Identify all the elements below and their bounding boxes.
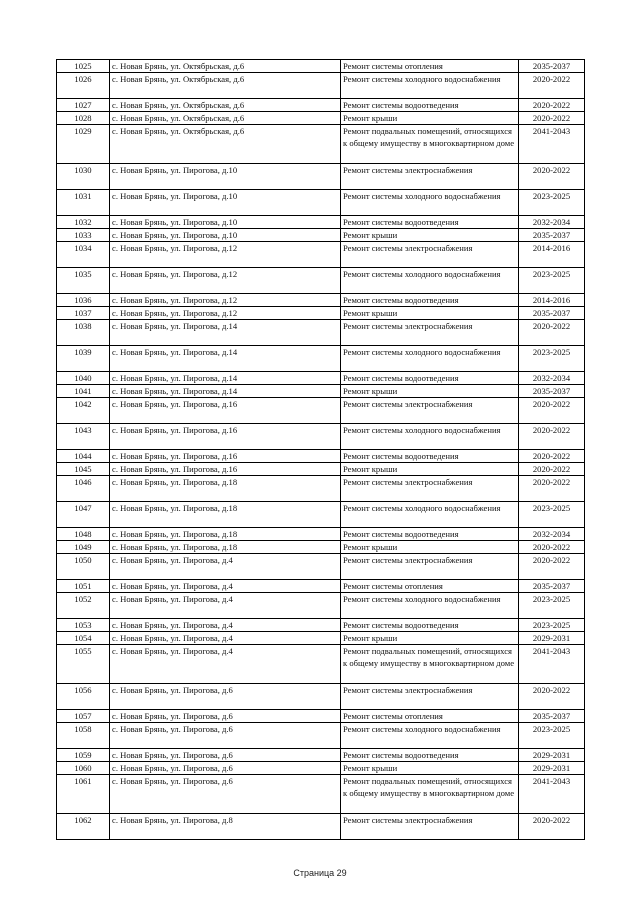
row-number-cell: 1033	[57, 229, 110, 242]
address-cell: с. Новая Брянь, ул. Пирогова, д.6	[110, 710, 341, 723]
row-number-cell: 1034	[57, 242, 110, 268]
period-cell: 2035-2037	[519, 307, 585, 320]
row-number-cell: 1031	[57, 190, 110, 216]
table-row	[57, 125, 585, 164]
address-cell: с. Новая Брянь, ул. Пирогова, д.12	[110, 242, 341, 268]
address-cell: с. Новая Брянь, ул. Пирогова, д.10	[110, 229, 341, 242]
table-row	[57, 528, 585, 541]
table-row	[57, 424, 585, 450]
work-type-cell: Ремонт системы электроснабжения	[341, 242, 519, 268]
address-cell: с. Новая Брянь, ул. Пирогова, д.18	[110, 502, 341, 528]
period-cell: 2032-2034	[519, 216, 585, 229]
row-number-cell: 1056	[57, 684, 110, 710]
table-row	[57, 398, 585, 424]
address-cell: с. Новая Брянь, ул. Пирогова, д.18	[110, 476, 341, 502]
work-type-cell: Ремонт системы водоотведения	[341, 528, 519, 541]
address-cell: с. Новая Брянь, ул. Пирогова, д.18	[110, 528, 341, 541]
address-cell: с. Новая Брянь, ул. Пирогова, д.4	[110, 593, 341, 619]
period-cell: 2020-2022	[519, 684, 585, 710]
period-cell: 2023-2025	[519, 723, 585, 749]
row-number-cell: 1052	[57, 593, 110, 619]
address-cell: с. Новая Брянь, ул. Пирогова, д.4	[110, 619, 341, 632]
work-type-cell: Ремонт системы водоотведения	[341, 99, 519, 112]
address-cell: с. Новая Брянь, ул. Пирогова, д.6	[110, 684, 341, 710]
address-cell: с. Новая Брянь, ул. Пирогова, д.12	[110, 307, 341, 320]
address-cell: с. Новая Брянь, ул. Пирогова, д.12	[110, 268, 341, 294]
address-cell: с. Новая Брянь, ул. Пирогова, д.6	[110, 749, 341, 762]
address-cell: с. Новая Брянь, ул. Пирогова, д.8	[110, 814, 341, 840]
row-number-cell: 1046	[57, 476, 110, 502]
table-row	[57, 632, 585, 645]
address-cell: с. Новая Брянь, ул. Пирогова, д.16	[110, 463, 341, 476]
address-cell: с. Новая Брянь, ул. Октябрьская, д.6	[110, 99, 341, 112]
row-number-cell: 1059	[57, 749, 110, 762]
period-cell: 2041-2043	[519, 645, 585, 684]
table-row	[57, 216, 585, 229]
address-cell: с. Новая Брянь, ул. Пирогова, д.18	[110, 541, 341, 554]
row-number-cell: 1058	[57, 723, 110, 749]
table-row	[57, 749, 585, 762]
period-cell: 2032-2034	[519, 372, 585, 385]
address-cell: с. Новая Брянь, ул. Пирогова, д.10	[110, 164, 341, 190]
work-type-cell: Ремонт подвальных помещений, относящихся к общему имуществу в многоквартирном доме	[341, 125, 519, 164]
address-cell: с. Новая Брянь, ул. Пирогова, д.4	[110, 632, 341, 645]
period-cell: 2020-2022	[519, 73, 585, 99]
row-number-cell: 1039	[57, 346, 110, 372]
period-cell: 2020-2022	[519, 320, 585, 346]
table-row	[57, 580, 585, 593]
row-number-cell: 1036	[57, 294, 110, 307]
row-number-cell: 1032	[57, 216, 110, 229]
table-row	[57, 645, 585, 684]
work-type-cell: Ремонт системы электроснабжения	[341, 398, 519, 424]
work-type-cell: Ремонт крыши	[341, 632, 519, 645]
work-type-cell: Ремонт системы водоотведения	[341, 619, 519, 632]
table-row	[57, 593, 585, 619]
table-row	[57, 762, 585, 775]
address-cell: с. Новая Брянь, ул. Пирогова, д.14	[110, 320, 341, 346]
address-cell: с. Новая Брянь, ул. Пирогова, д.6	[110, 723, 341, 749]
work-type-cell: Ремонт крыши	[341, 229, 519, 242]
table-row	[57, 463, 585, 476]
period-cell: 2020-2022	[519, 164, 585, 190]
period-cell: 2023-2025	[519, 502, 585, 528]
table-row	[57, 554, 585, 580]
work-type-cell: Ремонт системы водоотведения	[341, 216, 519, 229]
table-row	[57, 476, 585, 502]
work-type-cell: Ремонт системы холодного водоснабжения	[341, 346, 519, 372]
period-cell: 2023-2025	[519, 346, 585, 372]
work-type-cell: Ремонт крыши	[341, 307, 519, 320]
table-row	[57, 60, 585, 73]
work-type-cell: Ремонт системы отопления	[341, 710, 519, 723]
row-number-cell: 1043	[57, 424, 110, 450]
row-number-cell: 1030	[57, 164, 110, 190]
row-number-cell: 1041	[57, 385, 110, 398]
period-cell: 2029-2031	[519, 762, 585, 775]
table-row	[57, 190, 585, 216]
period-cell: 2023-2025	[519, 190, 585, 216]
address-cell: с. Новая Брянь, ул. Пирогова, д.10	[110, 216, 341, 229]
address-cell: с. Новая Брянь, ул. Пирогова, д.16	[110, 398, 341, 424]
period-cell: 2020-2022	[519, 541, 585, 554]
work-type-cell: Ремонт подвальных помещений, относящихся к общему имуществу в многоквартирном доме	[341, 645, 519, 684]
work-type-cell: Ремонт системы электроснабжения	[341, 476, 519, 502]
page-number: Страница 29	[293, 868, 347, 878]
period-cell: 2020-2022	[519, 814, 585, 840]
table-row	[57, 294, 585, 307]
address-cell: с. Новая Брянь, ул. Пирогова, д.6	[110, 775, 341, 814]
work-type-cell: Ремонт системы электроснабжения	[341, 164, 519, 190]
work-type-cell: Ремонт системы водоотведения	[341, 372, 519, 385]
period-cell: 2041-2043	[519, 775, 585, 814]
period-cell: 2035-2037	[519, 580, 585, 593]
work-type-cell: Ремонт системы холодного водоснабжения	[341, 424, 519, 450]
work-type-cell: Ремонт системы электроснабжения	[341, 554, 519, 580]
address-cell: с. Новая Брянь, ул. Пирогова, д.12	[110, 294, 341, 307]
table-row	[57, 814, 585, 840]
address-cell: с. Новая Брянь, ул. Пирогова, д.6	[110, 762, 341, 775]
work-type-cell: Ремонт системы электроснабжения	[341, 320, 519, 346]
table-row	[57, 346, 585, 372]
table-row	[57, 307, 585, 320]
table-row	[57, 684, 585, 710]
row-number-cell: 1038	[57, 320, 110, 346]
row-number-cell: 1057	[57, 710, 110, 723]
work-type-cell: Ремонт системы отопления	[341, 60, 519, 73]
period-cell: 2041-2043	[519, 125, 585, 164]
table-row	[57, 268, 585, 294]
period-cell: 2035-2037	[519, 229, 585, 242]
table-row	[57, 229, 585, 242]
period-cell: 2023-2025	[519, 593, 585, 619]
row-number-cell: 1051	[57, 580, 110, 593]
address-cell: с. Новая Брянь, ул. Октябрьская, д.6	[110, 112, 341, 125]
work-type-cell: Ремонт крыши	[341, 385, 519, 398]
period-cell: 2035-2037	[519, 60, 585, 73]
work-type-cell: Ремонт системы водоотведения	[341, 749, 519, 762]
row-number-cell: 1029	[57, 125, 110, 164]
table-row	[57, 73, 585, 99]
row-number-cell: 1037	[57, 307, 110, 320]
period-cell: 2023-2025	[519, 619, 585, 632]
row-number-cell: 1048	[57, 528, 110, 541]
row-number-cell: 1055	[57, 645, 110, 684]
table-row	[57, 710, 585, 723]
table-row	[57, 372, 585, 385]
work-type-cell: Ремонт подвальных помещений, относящихся к общему имуществу в многоквартирном доме	[341, 775, 519, 814]
work-type-cell: Ремонт системы холодного водоснабжения	[341, 593, 519, 619]
work-type-cell: Ремонт крыши	[341, 541, 519, 554]
row-number-cell: 1047	[57, 502, 110, 528]
row-number-cell: 1044	[57, 450, 110, 463]
address-cell: с. Новая Брянь, ул. Октябрьская, д.6	[110, 125, 341, 164]
row-number-cell: 1025	[57, 60, 110, 73]
work-type-cell: Ремонт системы холодного водоснабжения	[341, 268, 519, 294]
row-number-cell: 1049	[57, 541, 110, 554]
work-type-cell: Ремонт системы холодного водоснабжения	[341, 723, 519, 749]
work-type-cell: Ремонт крыши	[341, 463, 519, 476]
table-row	[57, 541, 585, 554]
period-cell: 2020-2022	[519, 554, 585, 580]
row-number-cell: 1054	[57, 632, 110, 645]
table-row	[57, 385, 585, 398]
address-cell: с. Новая Брянь, ул. Пирогова, д.4	[110, 645, 341, 684]
period-cell: 2014-2016	[519, 242, 585, 268]
row-number-cell: 1042	[57, 398, 110, 424]
address-cell: с. Новая Брянь, ул. Пирогова, д.16	[110, 424, 341, 450]
work-type-cell: Ремонт системы холодного водоснабжения	[341, 502, 519, 528]
address-cell: с. Новая Брянь, ул. Пирогова, д.14	[110, 385, 341, 398]
row-number-cell: 1026	[57, 73, 110, 99]
row-number-cell: 1062	[57, 814, 110, 840]
period-cell: 2020-2022	[519, 476, 585, 502]
address-cell: с. Новая Брянь, ул. Пирогова, д.14	[110, 372, 341, 385]
row-number-cell: 1027	[57, 99, 110, 112]
table-row	[57, 99, 585, 112]
repair-schedule-table	[56, 59, 585, 840]
work-type-cell: Ремонт системы водоотведения	[341, 450, 519, 463]
row-number-cell: 1028	[57, 112, 110, 125]
table-row	[57, 320, 585, 346]
period-cell: 2020-2022	[519, 398, 585, 424]
row-number-cell: 1035	[57, 268, 110, 294]
work-type-cell: Ремонт системы холодного водоснабжения	[341, 73, 519, 99]
period-cell: 2032-2034	[519, 528, 585, 541]
period-cell: 2020-2022	[519, 112, 585, 125]
row-number-cell: 1045	[57, 463, 110, 476]
table-row	[57, 502, 585, 528]
row-number-cell: 1060	[57, 762, 110, 775]
work-type-cell: Ремонт системы электроснабжения	[341, 814, 519, 840]
address-cell: с. Новая Брянь, ул. Пирогова, д.4	[110, 554, 341, 580]
table-row	[57, 723, 585, 749]
row-number-cell: 1040	[57, 372, 110, 385]
work-type-cell: Ремонт системы отопления	[341, 580, 519, 593]
table-row	[57, 619, 585, 632]
table-row	[57, 112, 585, 125]
address-cell: с. Новая Брянь, ул. Октябрьская, д.6	[110, 73, 341, 99]
row-number-cell: 1061	[57, 775, 110, 814]
address-cell: с. Новая Брянь, ул. Октябрьская, д.6	[110, 60, 341, 73]
table-row	[57, 164, 585, 190]
row-number-cell: 1050	[57, 554, 110, 580]
table-body	[57, 60, 585, 840]
work-type-cell: Ремонт крыши	[341, 112, 519, 125]
address-cell: с. Новая Брянь, ул. Пирогова, д.4	[110, 580, 341, 593]
period-cell: 2029-2031	[519, 632, 585, 645]
table-row	[57, 775, 585, 814]
table-row	[57, 242, 585, 268]
period-cell: 2023-2025	[519, 268, 585, 294]
period-cell: 2020-2022	[519, 99, 585, 112]
address-cell: с. Новая Брянь, ул. Пирогова, д.16	[110, 450, 341, 463]
work-type-cell: Ремонт крыши	[341, 762, 519, 775]
period-cell: 2020-2022	[519, 424, 585, 450]
work-type-cell: Ремонт системы электроснабжения	[341, 684, 519, 710]
period-cell: 2029-2031	[519, 749, 585, 762]
address-cell: с. Новая Брянь, ул. Пирогова, д.10	[110, 190, 341, 216]
period-cell: 2014-2016	[519, 294, 585, 307]
table-row	[57, 450, 585, 463]
period-cell: 2020-2022	[519, 463, 585, 476]
work-type-cell: Ремонт системы водоотведения	[341, 294, 519, 307]
period-cell: 2020-2022	[519, 450, 585, 463]
work-type-cell: Ремонт системы холодного водоснабжения	[341, 190, 519, 216]
row-number-cell: 1053	[57, 619, 110, 632]
address-cell: с. Новая Брянь, ул. Пирогова, д.14	[110, 346, 341, 372]
period-cell: 2035-2037	[519, 385, 585, 398]
period-cell: 2035-2037	[519, 710, 585, 723]
